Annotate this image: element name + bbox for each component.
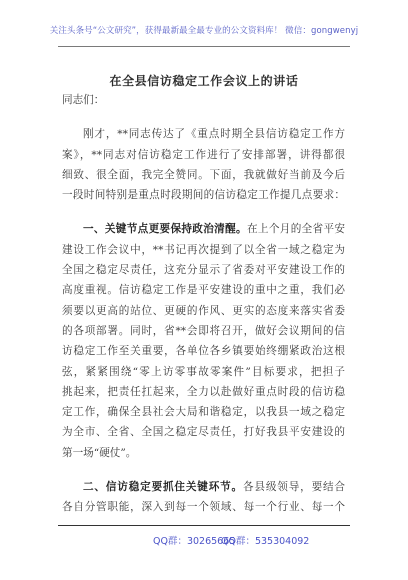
section-2: [62, 477, 345, 518]
paragraph-intro: [62, 124, 345, 205]
paragraph-line: 的各项部署。同时，省**会即将召开，做好会议期间的信: [62, 324, 345, 337]
paragraph-line: 全国之稳定尽责任，这充分显示了省委对平安建设工作的: [62, 264, 345, 277]
section-1-lead-text: 在上个月的全省平安: [246, 223, 345, 236]
header-banner: 关注头条号“公文研究”，获得最新最全最专业的公文资料库！ 微信：gongwenyj: [49, 26, 359, 36]
paragraph-line: 细致、很全面，我完全赞同。下面，我就做好当前及今后: [62, 168, 345, 181]
section-1-first-line: [62, 219, 345, 239]
document-body: [62, 90, 345, 518]
paragraph-line: 定工作，确保全县社会大局和谐稳定，以我县一域之稳定: [62, 406, 345, 419]
paragraph-line: 访稳定工作至关重要，各单位各乡镇要始终绷紧政治这根: [62, 345, 345, 358]
footer-qq-group-1: QQ群：30265665: [153, 536, 236, 547]
section-1: [62, 219, 345, 463]
paragraph-line: 刚才，**同志传达了《重点时期全县信访稳定工作方: [83, 128, 345, 141]
document-title: 在全县信访稳定工作会议上的讲话: [109, 74, 299, 88]
paragraph-line: 建设工作会议中，**书记再次提到了以全省一域之稳定为: [62, 243, 345, 256]
salutation: 同志们：: [62, 94, 105, 106]
section-2-heading: 二、信访稳定要抓住关键环节。: [83, 481, 243, 494]
paragraph-line: 案》，**同志对信访稳定工作进行了安排部署，讲得都很: [62, 148, 345, 161]
paragraph-line: 高度重视。信访稳定工作是平安建设的重中之重，我们必: [62, 284, 345, 297]
paragraph-gap: [62, 463, 345, 477]
paragraph-line: 挑起来，把责任扛起来，全力以赴做好重点时段的信访稳: [62, 385, 345, 398]
paragraph-line: 弦，紧紧围绕“零上访零事故零案件”目标要求，把担子: [62, 365, 345, 378]
paragraph-gap: [62, 205, 345, 219]
header-divider: [58, 46, 350, 47]
paragraph-line: 须要以更高的站位、更硬的作风、更实的态度来落实省委: [62, 304, 345, 317]
section-1-heading: 一、关键节点更要保持政治清醒。: [83, 223, 247, 236]
footer-divider: [58, 525, 350, 526]
paragraph-gap: [62, 110, 345, 124]
paragraph-line: 为全市、全省、全国之稳定尽责任，打好我县平安建设的: [62, 426, 345, 439]
paragraph-line: 第一场“硬仗”。: [62, 446, 137, 459]
section-2-lead-text: 各县级领导，要结合: [243, 481, 345, 494]
section-2-first-line: [62, 477, 345, 497]
paragraph-line: 各自分管职能，深入到每一个领域、每一个行业、每一个: [62, 501, 345, 514]
paragraph-line: 一段时间特别是重点时段期间的信访稳定工作提几点要求：: [62, 189, 345, 202]
footer-qq-group-2: QQ群：535304092: [221, 536, 310, 547]
